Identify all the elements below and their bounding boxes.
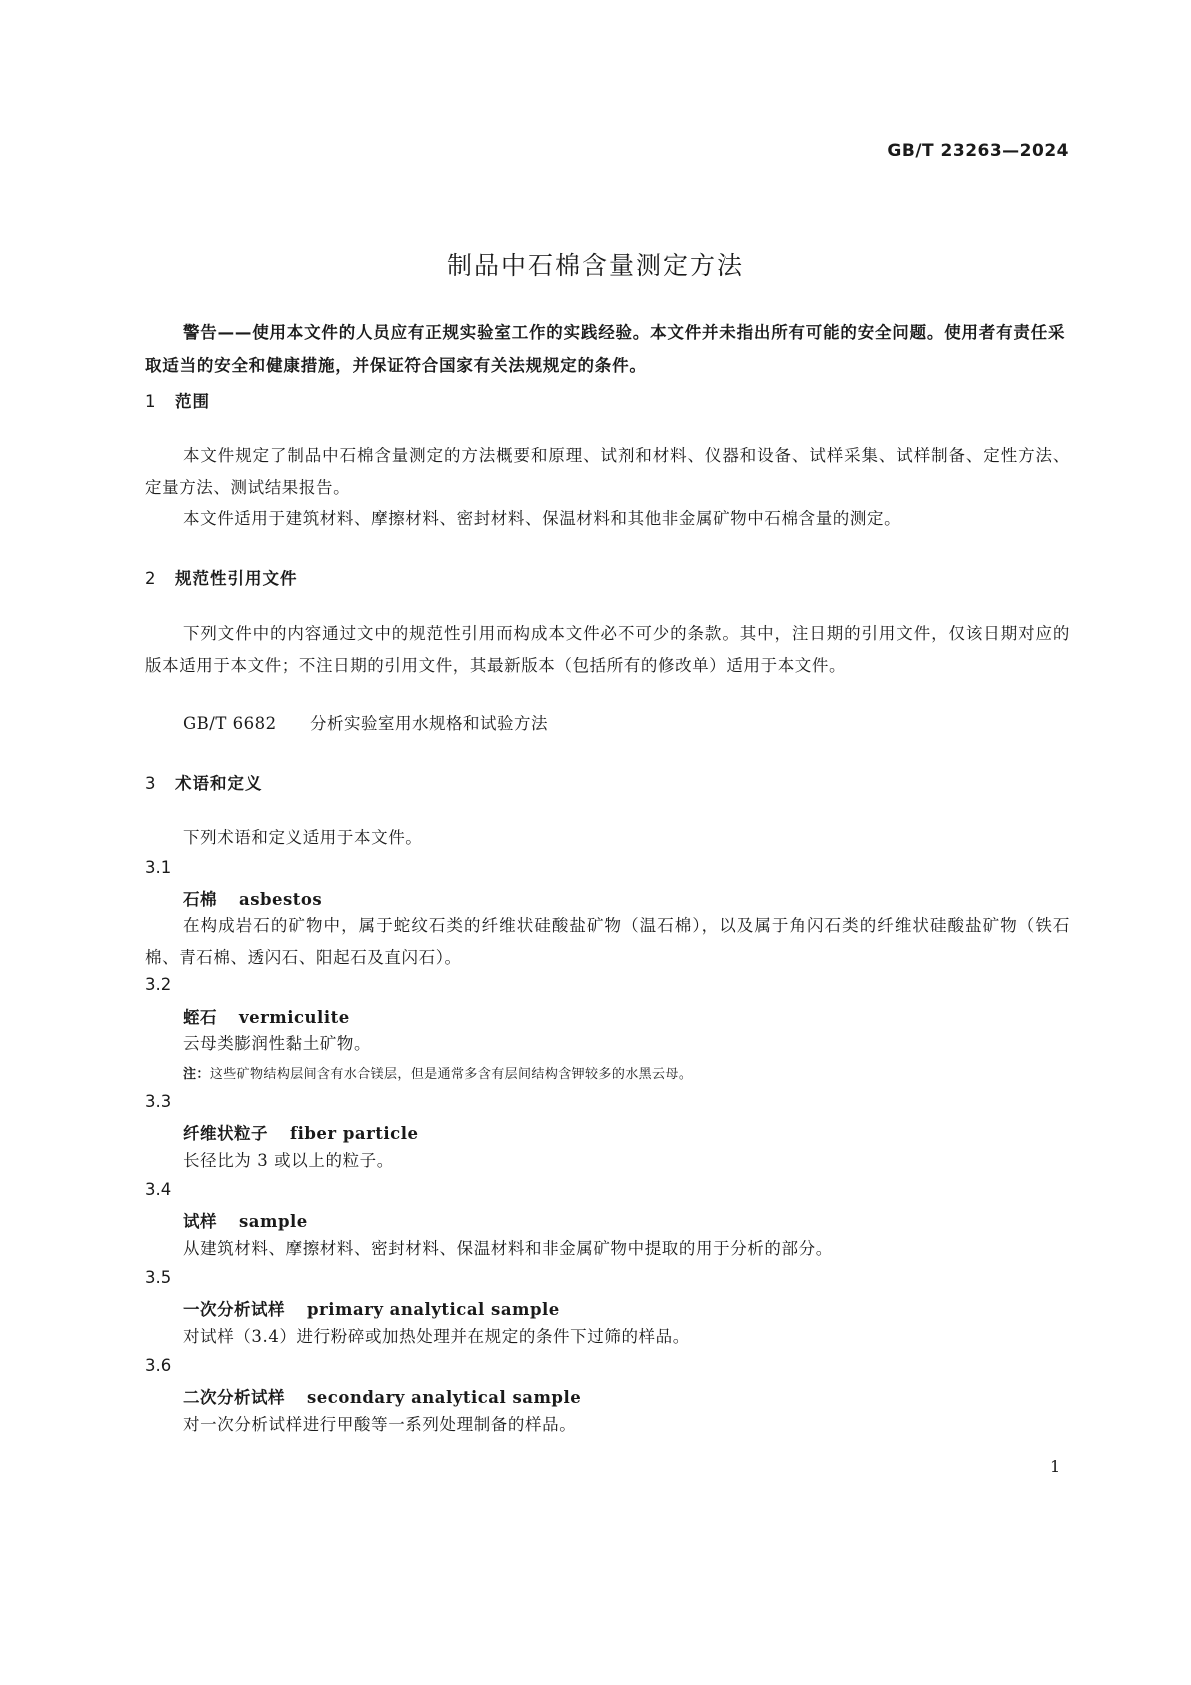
reference-title: 分析实验室用水规格和试验方法 — [310, 714, 548, 733]
term-en: sample — [239, 1212, 308, 1231]
terms-intro: 下列术语和定义适用于本文件。 — [183, 828, 423, 847]
term-note — [183, 1063, 692, 1082]
term-zh: 二次分析试样 — [183, 1388, 285, 1407]
note-label: 注： — [183, 1067, 210, 1082]
note-text: 这些矿物结构层间含有水合镁层，但是通常多含有层间结构含钾较多的水黑云母。 — [209, 1067, 693, 1082]
section-title: 规范性引用文件 — [175, 569, 298, 588]
term-definition: 从建筑材料、摩擦材料、密封材料、保温材料和非金属矿物中提取的用于分析的部分。 — [183, 1239, 833, 1258]
term-zh: 蛭石 — [183, 1008, 217, 1027]
reference-code: GB/T 6682 — [183, 714, 277, 733]
term-number: 3.4 — [145, 1180, 172, 1199]
term-definition: 对试样（3.4）进行粉碎或加热处理并在规定的条件下过筛的样品。 — [183, 1327, 690, 1346]
term-entry — [183, 1208, 308, 1232]
term-entry — [183, 886, 322, 910]
section-title: 范围 — [175, 392, 210, 411]
term-en: vermiculite — [239, 1008, 350, 1027]
page-number: 1 — [1050, 1457, 1061, 1476]
term-entry — [183, 1296, 560, 1320]
section-number: 3 — [145, 774, 157, 793]
term-number: 3.5 — [145, 1268, 172, 1287]
term-definition: 长径比为 3 或以上的粒子。 — [183, 1151, 394, 1170]
term-definition: 对一次分析试样进行甲酸等一系列处理制备的样品。 — [183, 1415, 577, 1434]
term-number: 3.3 — [145, 1092, 172, 1111]
term-entry — [183, 1004, 350, 1028]
section-heading-normative-refs — [145, 565, 298, 589]
scope-paragraph: 本文件适用于建筑材料、摩擦材料、密封材料、保温材料和其他非金属矿物中石棉含量的测定。 — [183, 509, 902, 528]
section-number: 1 — [145, 392, 157, 411]
term-definition: 云母类膨润性黏土矿物。 — [183, 1034, 372, 1053]
section-number: 2 — [145, 569, 157, 588]
term-number: 3.2 — [145, 975, 172, 994]
term-entry — [183, 1120, 418, 1144]
normative-refs-paragraph: 下列文件中的内容通过文中的规范性引用而构成本文件必不可少的条款。其中，注日期的引用文件，仅该日期对应的版本适用于本文件；不注日期的引用文件，其最新版本（包括所有的修改单）适用于本文件。 — [145, 624, 1070, 675]
term-en: secondary analytical sample — [307, 1388, 582, 1407]
term-en: asbestos — [239, 890, 323, 909]
term-number: 3.6 — [145, 1356, 172, 1375]
term-en: primary analytical sample — [307, 1300, 560, 1319]
term-definition: 在构成岩石的矿物中，属于蛇纹石类的纤维状硅酸盐矿物（温石棉），以及属于角闪石类的纤维状硅酸盐矿物（铁石棉、青石棉、透闪石、阳起石及直闪石）。 — [145, 916, 1070, 967]
standard-code: GB/T 23263—2024 — [887, 141, 1069, 161]
section-heading-terms — [145, 770, 263, 794]
term-zh: 石棉 — [183, 890, 217, 909]
scope-paragraph: 本文件规定了制品中石棉含量测定的方法概要和原理、试剂和材料、仪器和设备、试样采集、试样制备、定性方法、定量方法、测试结果报告。 — [145, 446, 1070, 497]
term-zh: 一次分析试样 — [183, 1300, 285, 1319]
term-en: fiber particle — [290, 1124, 419, 1143]
section-title: 术语和定义 — [175, 774, 263, 793]
safety-warning: 警告——使用本文件的人员应有正规实验室工作的实践经验。本文件并未指出所有可能的安全问题。使用者有责任采取适当的安全和健康措施，并保证符合国家有关法规规定的条件。 — [145, 323, 1066, 375]
term-zh: 纤维状粒子 — [183, 1124, 268, 1143]
term-entry — [183, 1384, 581, 1408]
document-title: 制品中石棉含量测定方法 — [446, 251, 744, 280]
reference-entry — [183, 710, 548, 734]
section-heading-scope — [145, 388, 210, 412]
term-zh: 试样 — [183, 1212, 217, 1231]
term-number: 3.1 — [145, 858, 172, 877]
